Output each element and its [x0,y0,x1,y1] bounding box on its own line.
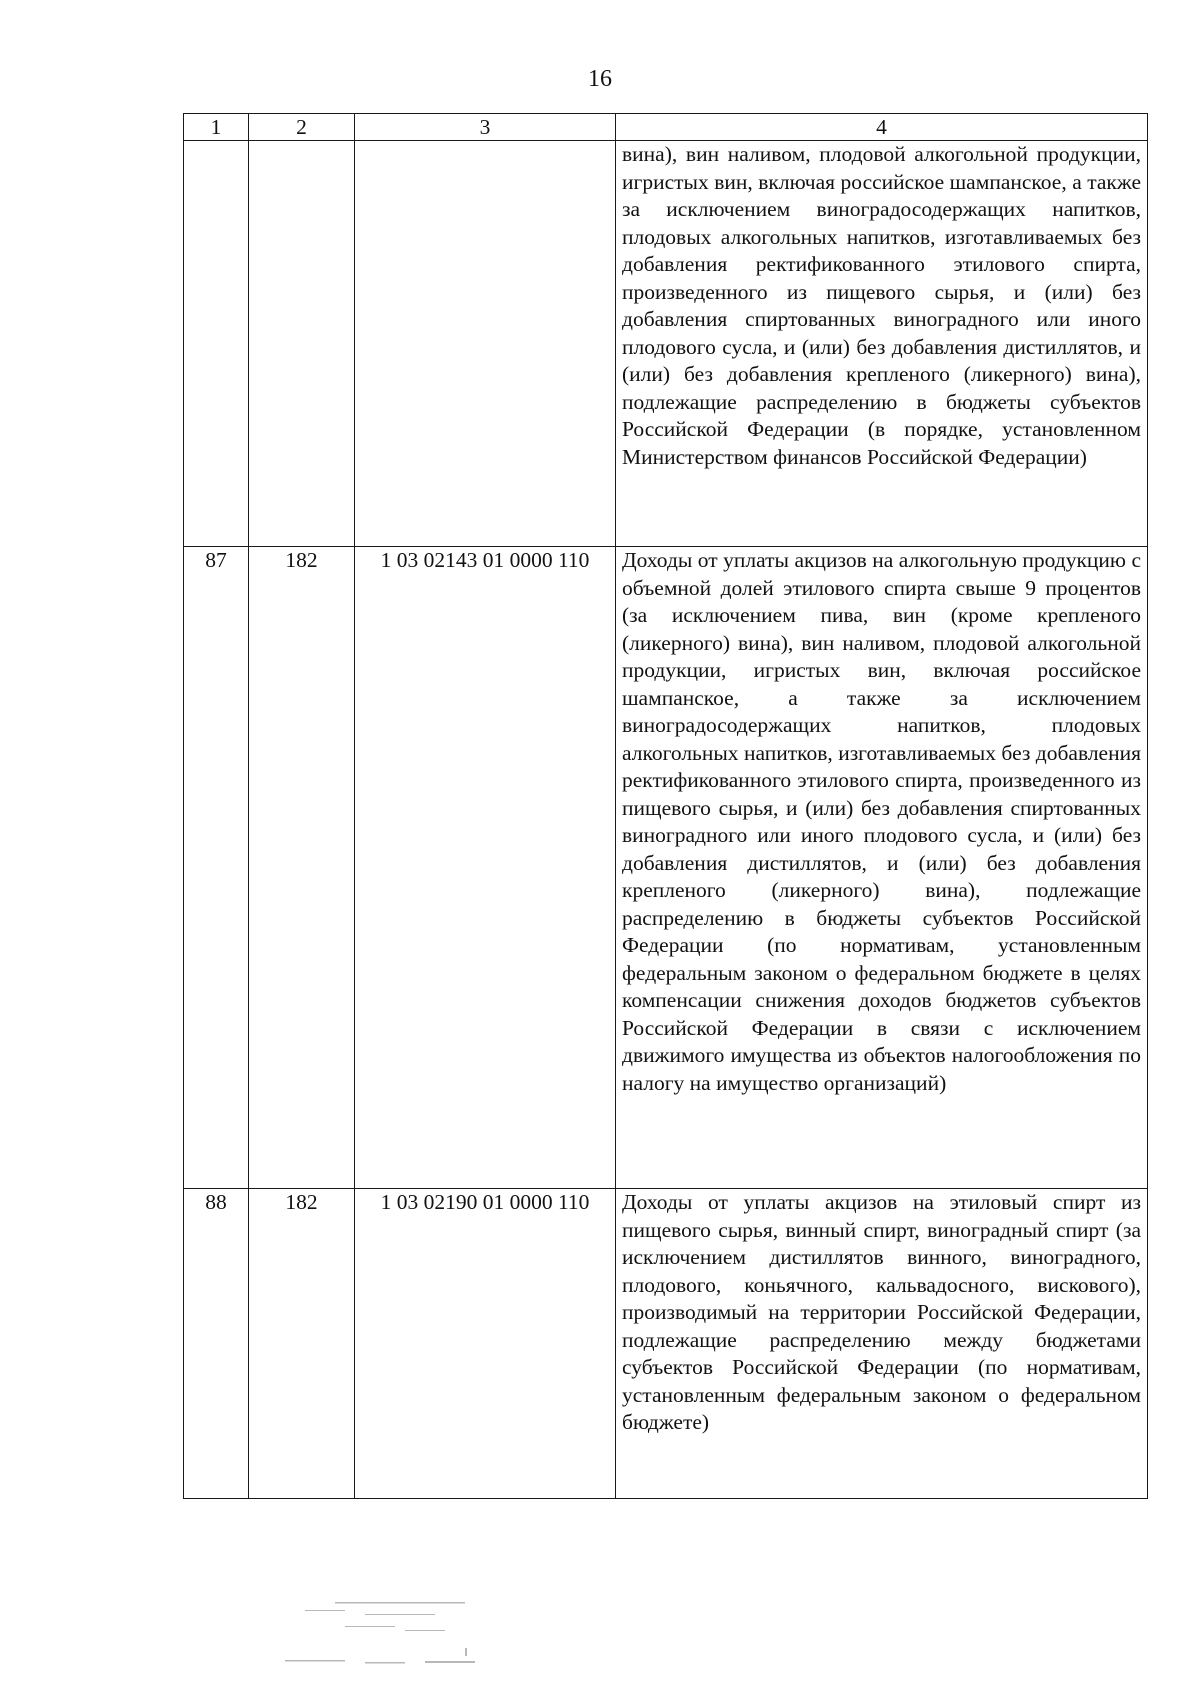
table-row-continuation [184,141,1148,547]
admin-code [249,141,355,547]
revenue-table [183,113,1148,1499]
admin-code: 182 [249,547,355,1189]
row-number: 87 [184,547,249,1189]
kbk-code: 1 03 02190 01 0000 110 [355,1189,616,1499]
table-row-88 [184,1189,1148,1499]
revenue-description: Доходы от уплаты акцизов на алкогольную продукцию с объемной долей этилового спирта свыше 9 процентов (за исключением пива, вин (кроме крепленого (ликерного) вина), вин наливом, плодовой алкогольной продукции, игристых вин, включая российское шампанское, а также за исключением виноградосодержащих напитков, плодовых алкогольных напитков, изготавливаемых без добавления ректификованного этилового спирта, произведенного из пищевого сырья, и (или) без добавления спиртованных виноградного или иного плодового сусла, и (или) без добавления дистиллятов, и (или) без добавления крепленого (ликерного) вина), подлежащие распределению в бюджеты субъектов Российской Федерации (по нормативам, установленным федеральным законом о федеральном бюджете в целях компенсации снижения доходов бюджетов субъектов Российской Федерации в связи с исключением движимого имущества из объектов налогообложения по налогу на имущество организаций) [616,547,1148,1189]
revenue-description: Доходы от уплаты акцизов на этиловый спирт из пищевого сырья, винный спирт, виноградный спирт (за исключением дистиллятов винного, виноградного, плодового, коньячного, кальвадосного, вискового), производимый на территории Российской Федерации, подлежащие распределению между бюджетами субъектов Российской Федерации (по нормативам, установленным федеральным законом о федеральном бюджете) [616,1189,1148,1499]
header-col-1: 1 [184,114,249,141]
table-header-row [184,114,1148,141]
revenue-description: вина), вин наливом, плодовой алкогольной продукции, игристых вин, включая российское шампанское, а также за исключением виноградосодержащих напитков, плодовых алкогольных напитков, изготавливаемых без добавления ректификованного этилового спирта, произведенного из пищевого сырья, и (или) без добавления спиртованных виноградного или иного плодового сусла, и (или) без добавления дистиллятов, и (или) без добавления крепленого (ликерного) вина), подлежащие распределению в бюджеты субъектов Российской Федерации (в порядке, установленном Министерством финансов Российской Федерации) [616,141,1148,547]
row-number [184,141,249,547]
scan-artifact [275,1600,495,1670]
header-col-4: 4 [616,114,1148,141]
row-number: 88 [184,1189,249,1499]
page-number: 16 [588,66,612,92]
table-row-87 [184,547,1148,1189]
admin-code: 182 [249,1189,355,1499]
kbk-code [355,141,616,547]
header-col-3: 3 [355,114,616,141]
kbk-code: 1 03 02143 01 0000 110 [355,547,616,1189]
header-col-2: 2 [249,114,355,141]
